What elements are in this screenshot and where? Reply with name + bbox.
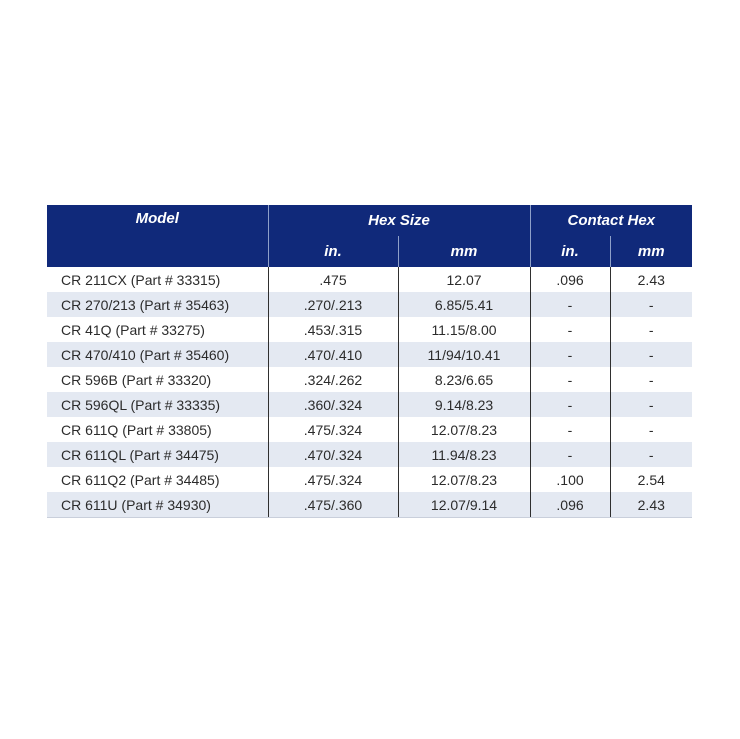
header-row-top bbox=[47, 205, 692, 236]
cell-contact-in: .096 bbox=[530, 267, 610, 292]
cell-hex-mm: 12.07/8.23 bbox=[398, 467, 530, 492]
cell-model: CR 611Q2 (Part # 34485) bbox=[47, 467, 268, 492]
cell-contact-in: - bbox=[530, 317, 610, 342]
cell-hex-in: .453/.315 bbox=[268, 317, 398, 342]
cell-model: CR 41Q (Part # 33275) bbox=[47, 317, 268, 342]
cell-contact-mm: - bbox=[610, 367, 692, 392]
cell-hex-in: .360/.324 bbox=[268, 392, 398, 417]
table-body bbox=[47, 267, 692, 518]
column-header-hex-size: Hex Size bbox=[268, 205, 530, 236]
cell-model: CR 211CX (Part # 33315) bbox=[47, 267, 268, 292]
cell-hex-mm: 8.23/6.65 bbox=[398, 367, 530, 392]
table-row bbox=[47, 317, 692, 342]
hex-size-table bbox=[47, 205, 692, 518]
cell-model: CR 270/213 (Part # 35463) bbox=[47, 292, 268, 317]
cell-hex-in: .470/.324 bbox=[268, 442, 398, 467]
table-row bbox=[47, 367, 692, 392]
column-header-model: Model bbox=[47, 205, 268, 267]
cell-hex-mm: 12.07/8.23 bbox=[398, 417, 530, 442]
cell-contact-mm: - bbox=[610, 292, 692, 317]
cell-hex-in: .324/.262 bbox=[268, 367, 398, 392]
table-row bbox=[47, 467, 692, 492]
cell-model: CR 611QL (Part # 34475) bbox=[47, 442, 268, 467]
cell-hex-in: .470/.410 bbox=[268, 342, 398, 367]
hex-size-table-container bbox=[47, 205, 692, 518]
cell-hex-mm: 12.07/9.14 bbox=[398, 492, 530, 518]
cell-hex-mm: 9.14/8.23 bbox=[398, 392, 530, 417]
cell-hex-in: .475 bbox=[268, 267, 398, 292]
table-row bbox=[47, 442, 692, 467]
cell-contact-mm: - bbox=[610, 317, 692, 342]
cell-contact-mm: - bbox=[610, 342, 692, 367]
cell-hex-mm: 11.94/8.23 bbox=[398, 442, 530, 467]
cell-model: CR 596B (Part # 33320) bbox=[47, 367, 268, 392]
column-header-contact-mm: mm bbox=[610, 236, 692, 267]
cell-hex-in: .270/.213 bbox=[268, 292, 398, 317]
cell-contact-in: - bbox=[530, 417, 610, 442]
cell-model: CR 470/410 (Part # 35460) bbox=[47, 342, 268, 367]
cell-hex-mm: 12.07 bbox=[398, 267, 530, 292]
table-row bbox=[47, 342, 692, 367]
table-row bbox=[47, 492, 692, 518]
cell-contact-mm: 2.43 bbox=[610, 267, 692, 292]
cell-contact-mm: 2.43 bbox=[610, 492, 692, 518]
table-row bbox=[47, 417, 692, 442]
cell-hex-mm: 11.15/8.00 bbox=[398, 317, 530, 342]
cell-hex-in: .475/.360 bbox=[268, 492, 398, 518]
cell-hex-mm: 6.85/5.41 bbox=[398, 292, 530, 317]
cell-contact-in: - bbox=[530, 367, 610, 392]
cell-contact-in: - bbox=[530, 342, 610, 367]
cell-contact-mm: - bbox=[610, 417, 692, 442]
cell-model: CR 611U (Part # 34930) bbox=[47, 492, 268, 518]
column-header-contact-hex: Contact Hex bbox=[530, 205, 692, 236]
table-header bbox=[47, 205, 692, 267]
cell-contact-mm: - bbox=[610, 392, 692, 417]
cell-contact-in: - bbox=[530, 442, 610, 467]
cell-hex-in: .475/.324 bbox=[268, 417, 398, 442]
table-row bbox=[47, 392, 692, 417]
cell-contact-in: .096 bbox=[530, 492, 610, 518]
column-header-contact-in: in. bbox=[530, 236, 610, 267]
cell-contact-in: - bbox=[530, 392, 610, 417]
cell-contact-mm: - bbox=[610, 442, 692, 467]
table-row bbox=[47, 292, 692, 317]
cell-model: CR 611Q (Part # 33805) bbox=[47, 417, 268, 442]
table-row bbox=[47, 267, 692, 292]
cell-hex-mm: 11/94/10.41 bbox=[398, 342, 530, 367]
cell-contact-in: - bbox=[530, 292, 610, 317]
column-header-hex-in: in. bbox=[268, 236, 398, 267]
cell-model: CR 596QL (Part # 33335) bbox=[47, 392, 268, 417]
column-header-hex-mm: mm bbox=[398, 236, 530, 267]
cell-contact-mm: 2.54 bbox=[610, 467, 692, 492]
cell-contact-in: .100 bbox=[530, 467, 610, 492]
cell-hex-in: .475/.324 bbox=[268, 467, 398, 492]
